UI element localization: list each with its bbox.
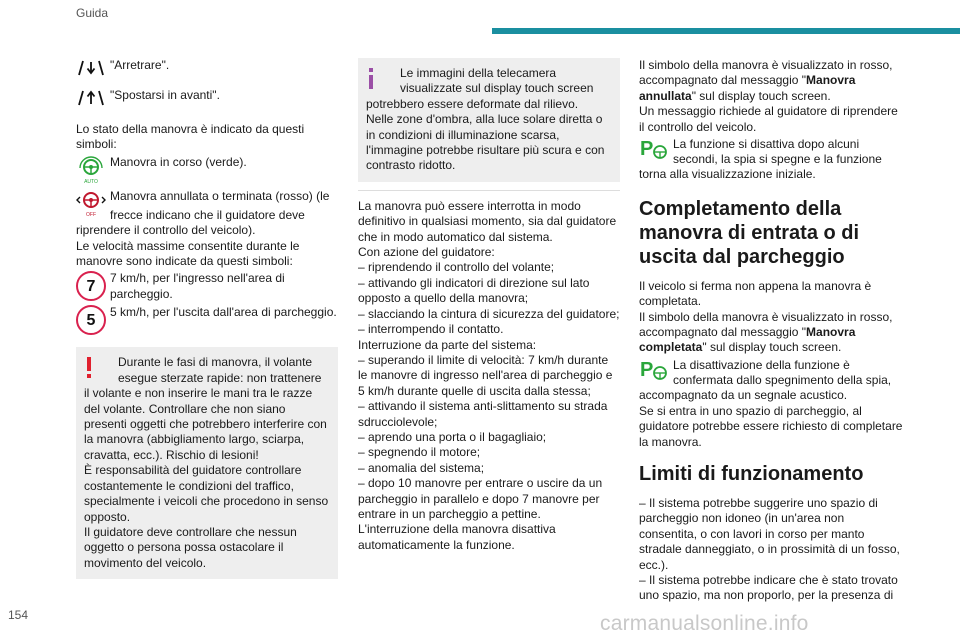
park-assist-green-icon-2 bbox=[639, 358, 673, 384]
p5-text-b: " sul display touch screen. bbox=[702, 340, 842, 355]
park-assist-green-icon bbox=[639, 137, 673, 163]
list-item: – spegnendo il motore; bbox=[358, 445, 481, 460]
system-action-label: Interruzione da parte del sistema: bbox=[358, 337, 537, 352]
driver-action-label: Con azione del guidatore: bbox=[358, 245, 495, 260]
driver-action-list bbox=[358, 260, 620, 337]
warning-text-c: È responsabilità del guidatore controllare costantemente le condizioni del traffico, specialmente i veicoli che procedono in senso opposto. bbox=[84, 463, 329, 524]
svg-text:P: P bbox=[640, 138, 654, 161]
speed-limit-7-icon: 7 bbox=[76, 271, 106, 301]
steering-auto-green-icon bbox=[76, 155, 110, 185]
column-3 bbox=[639, 58, 905, 604]
p5-text-a: Il simbolo della manovra è visualizzato in rosso, accompagnato dal messaggio " bbox=[639, 309, 893, 340]
info-icon bbox=[366, 68, 376, 94]
heading-completion: Completamento della manovra di entrata o di uscita dal parcheggio bbox=[639, 197, 860, 268]
resume-control-text: Un messaggio richiede al guidatore di riprendere il controllo del veicolo. bbox=[639, 104, 898, 134]
p5-bold: Manovra completata bbox=[639, 325, 856, 355]
limit-item-2: – Il sistema potrebbe indicare che è stato trovato uno spazio, ma non proporlo, per la presenza di bbox=[639, 572, 898, 603]
speed7-row bbox=[76, 271, 338, 305]
warning-text-d: Il guidatore deve controllare che nessun oggetto o persona possa ostacolare il movimento del veicolo. bbox=[84, 524, 297, 570]
cancelled-text-a: Manovra annullata o terminata (rosso) (le bbox=[110, 188, 330, 203]
p1-text-b: " sul display touch screen. bbox=[691, 88, 831, 103]
completed-message-paragraph bbox=[639, 310, 905, 356]
warning-box bbox=[76, 347, 338, 579]
list-item: – attivando il sistema anti-slittamento su strada sdrucciolevole; bbox=[358, 399, 608, 429]
status-intro: Lo stato della manovra è indicato da questi simboli: bbox=[76, 122, 305, 152]
info-text-a: Le immagini della telecamera bbox=[400, 66, 557, 80]
forward-text: "Spostarsi in avanti". bbox=[110, 88, 220, 102]
deactivation-text-a: La disattivazione della funzione è bbox=[673, 357, 850, 372]
p1-bold: Manovra annullata bbox=[639, 73, 856, 103]
disable-text-a: La funzione si disattiva dopo alcuni bbox=[673, 137, 860, 152]
auto-label: AUTO bbox=[84, 178, 98, 185]
speed5-row bbox=[76, 305, 338, 339]
reverse-text: "Arretrare". bbox=[110, 58, 170, 72]
header-accent-bar bbox=[492, 28, 960, 34]
heading-limits: Limiti di funzionamento bbox=[639, 462, 864, 485]
warning-text-a: Durante le fasi di manovra, il volante bbox=[118, 355, 313, 370]
header-title: Guida bbox=[76, 6, 109, 20]
speeds-intro: Le velocità massime consentite durante le manovre sono indicate da questi simboli: bbox=[76, 238, 300, 269]
disable-text-b: secondi, la spia si spegne e la funzione torna alla visualizzazione iniziale. bbox=[639, 152, 882, 182]
interrupt-intro: La manovra può essere interrotta in modo definitivo in qualsiasi momento, sia dal guidatore che in modo automatico dal sistema. bbox=[358, 198, 617, 244]
warning-text-b: esegue sterzate rapide: non trattenere il volante e non inserire le mani tra le razze del volante. Controllare che non siano presenti oggetti che potrebbero interferire con la manovra (abbigliamento largo, sciarpa, cravatta, ecc.). Rischio di lesioni! bbox=[84, 370, 327, 462]
column-1 bbox=[76, 58, 338, 579]
list-item: – anomalia del sistema; bbox=[358, 460, 485, 475]
speed-limit-5-icon: 5 bbox=[76, 305, 106, 335]
list-item: – dopo 10 manovre per entrare o uscire da un parcheggio in parallelo e dopo 7 manovre per entrare in un parcheggio a pettine. bbox=[358, 476, 603, 521]
column-2 bbox=[358, 58, 620, 553]
forward-arrows-icon bbox=[76, 88, 110, 114]
list-item: – superando il limite di velocità: 7 km/h durante le manovre di ingresso nell'area di parcheggio e 5 km/h durante quelle di uscita dalla stessa; bbox=[358, 352, 613, 398]
reverse-arrows-icon bbox=[76, 58, 110, 84]
list-item: – riprendendo il controllo del volante; bbox=[358, 260, 555, 275]
forward-row bbox=[76, 88, 338, 114]
stop-text: Il veicolo si ferma non appena la manovra è completata. bbox=[639, 278, 872, 309]
info-box bbox=[358, 58, 620, 182]
off-label: OFF bbox=[86, 211, 96, 218]
list-item: – slacciando la cintura di sicurezza del guidatore; bbox=[358, 306, 620, 321]
reverse-row bbox=[76, 58, 338, 84]
cancelled-message-paragraph bbox=[639, 58, 905, 104]
list-item: – aprendo una porta o il bagagliaio; bbox=[358, 429, 547, 444]
list-item: – attivando gli indicatori di direzione sul lato opposto a quello della manovra; bbox=[358, 275, 590, 306]
list-item: – interrompendo il contatto. bbox=[358, 322, 504, 337]
page-header bbox=[0, 0, 960, 28]
watermark: carmanualsonline.info bbox=[600, 612, 809, 635]
info-text-c: Nelle zone d'ombra, alla luce solare diretta o in condizioni di illuminazione scarsa, l'immagine potrebbe risultare più scura e con contrasto ridotto. bbox=[366, 112, 605, 173]
system-action-list bbox=[358, 353, 620, 522]
closing-text: L'interruzione della manovra disattiva automaticamente la funzione. bbox=[358, 522, 556, 552]
svg-text:P: P bbox=[640, 358, 654, 381]
in-progress-text: Manovra in corso (verde). bbox=[110, 154, 247, 169]
cancelled-text-b: frecce indicano che il guidatore deve riprendere il controllo del veicolo). bbox=[76, 207, 305, 238]
warning-exclamation-icon bbox=[84, 357, 94, 383]
limit-item-1: – Il sistema potrebbe suggerire uno spazio di parcheggio non idoneo (in un'area non consentita, o con lavori in corso per manto stradale danneggiato, o in prossimità di un fosso, ecc.). bbox=[639, 495, 900, 572]
speed7-text: 7 km/h, per l'ingresso nell'area di parcheggio. bbox=[110, 271, 285, 301]
in-progress-row bbox=[76, 155, 338, 185]
complete-request-text: Se si entra in uno spazio di parcheggio, al guidatore potrebbe essere richiesto di completare la manovra. bbox=[639, 403, 903, 449]
speed5-text: 5 km/h, per l'uscita dall'area di parcheggio. bbox=[110, 305, 337, 320]
steering-off-red-icon bbox=[76, 189, 110, 219]
p1-text-a: Il simbolo della manovra è visualizzato in rosso, accompagnato dal messaggio " bbox=[639, 58, 893, 88]
deactivation-text-b: confermata dallo spegnimento della spia, accompagnato da un segnale acustico. bbox=[639, 372, 892, 403]
page-number: 154 bbox=[8, 608, 29, 622]
info-text-b: visualizzate sul display touch screen potrebbero essere deformate dal rilievo. bbox=[366, 81, 594, 111]
